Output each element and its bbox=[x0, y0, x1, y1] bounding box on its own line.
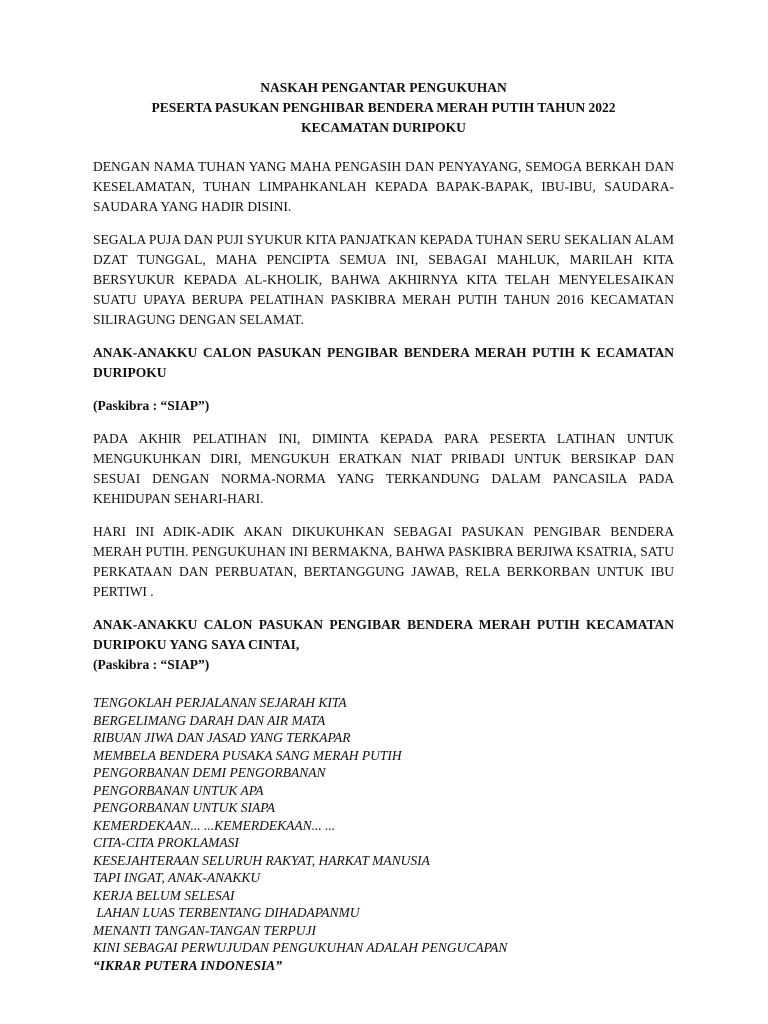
poem-line: MEMBELA BENDERA PUSAKA SANG MERAH PUTIH bbox=[93, 747, 402, 763]
poem-line: LAHAN LUAS TERBENTANG DIHADAPANMU bbox=[93, 905, 360, 920]
paragraph-opening: DENGAN NAMA TUHAN YANG MAHA PENGASIH DAN PENYAYANG, SEMOGA BERKAH DAN KESELAMATAN, TUHAN LIMPAHKANLAH KEPADA BAPAK-BAPAK, IBU-IBU, SAUDARA-SAUDARA YANG HADIR DISINI. bbox=[93, 159, 674, 214]
poem-line: KEMERDEKAAN... ...KEMERDEKAAN... ... bbox=[93, 817, 336, 833]
paragraph-closing-training: PADA AKHIR PELATIHAN INI, DIMINTA KEPADA PARA PESERTA LATIHAN UNTUK MENGUKUHKAN DIRI, MENGUKUH ERATKAN NIAT PRIBADI UNTUK BERSIKAP DAN SESUAI DENGAN NORMA-NORMA YANG TERKANDUNG DALAM PANCASILA PADA KEHIDUPAN SEHARI-HARI. bbox=[93, 431, 674, 506]
poem-line: PENGORBANAN DEMI PENGORBANAN bbox=[93, 765, 326, 780]
poem-line: RIBUAN JIWA DAN JASAD YANG TERKAPAR bbox=[93, 730, 351, 745]
document-title bbox=[93, 78, 674, 138]
poem-line: MENANTI TANGAN-TANGAN TERPUJI bbox=[93, 922, 316, 938]
paragraph-address: ANAK-ANAKKU CALON PASUKAN PENGIBAR BENDERA MERAH PUTIH K ECAMATAN DURIPOKU bbox=[93, 345, 674, 380]
poem-line: PENGORBANAN UNTUK SIAPA bbox=[93, 800, 275, 815]
poem-line: KINI SEBAGAI PERWUJUDAN PENGUKUHAN ADALAH PENGUCAPAN bbox=[93, 940, 508, 955]
paragraph-inauguration: HARI INI ADIK-ADIK AKAN DIKUKUHKAN SEBAGAI PASUKAN PENGIBAR BENDERA MERAH PUTIH. PENGUKUHAN INI BERMAKNA, BAHWA PASKIBRA BERJIWA KSATRIA, SATU PERKATAAN DAN PERBUATAN, BERTANGGUNG JAWAB, RELA BERKORBAN UNTUK IBU PERTIWI . bbox=[93, 524, 674, 599]
poem-line: CITA-CITA PROKLAMASI bbox=[93, 835, 239, 850]
poem-line: PENGORBANAN UNTUK APA bbox=[93, 782, 264, 798]
poem-line: TENGOKLAH PERJALANAN SEJARAH KITA bbox=[93, 695, 347, 710]
paragraph-gratitude: SEGALA PUJA DAN PUJI SYUKUR KITA PANJATKAN KEPADA TUHAN SERU SEKALIAN ALAM DZAT TUNGGAL, MAHA PENCIPTA SEMUA INI, SEBAGAI MAHLUK, MARILAH KITA BERSYUKUR KEPADA AL-KHOLIK, BAHWA AKHIRNYA KITA TELAH MENYELESAIKAN SUATU UPAYA BERUPA PELATIHAN PASKIBRA MERAH PUTIH TAHUN 2016 KECAMATAN SILIRAGUNG DENGAN SELAMAT. bbox=[93, 232, 674, 327]
poem bbox=[93, 694, 674, 974]
poem-line: KESEJAHTERAAN SELURUH RAKYAT, HARKAT MANUSIA bbox=[93, 852, 430, 868]
title-line-1: NASKAH PENGANTAR PENGUKUHAN bbox=[260, 80, 507, 95]
paragraph-response-2: (Paskibra : “SIAP”) bbox=[93, 657, 210, 672]
poem-line: TAPI INGAT, ANAK-ANAKKU bbox=[93, 870, 261, 885]
title-line-3: KECAMATAN DURIPOKU bbox=[301, 120, 466, 135]
poem-line: BERGELIMANG DARAH DAN AIR MATA bbox=[93, 712, 326, 728]
poem-line-pledge: “IKRAR PUTERA INDONESIA” bbox=[93, 957, 283, 973]
title-line-2: PESERTA PASUKAN PENGHIBAR BENDERA MERAH PUTIH TAHUN 2022 bbox=[151, 100, 616, 115]
poem-line: KERJA BELUM SELESAI bbox=[93, 887, 235, 903]
paragraph-response: (Paskibra : “SIAP”) bbox=[93, 398, 210, 413]
paragraph-address-2: ANAK-ANAKKU CALON PASUKAN PENGIBAR BENDERA MERAH PUTIH KECAMATAN DURIPOKU YANG SAYA CINTAI, bbox=[93, 617, 674, 652]
